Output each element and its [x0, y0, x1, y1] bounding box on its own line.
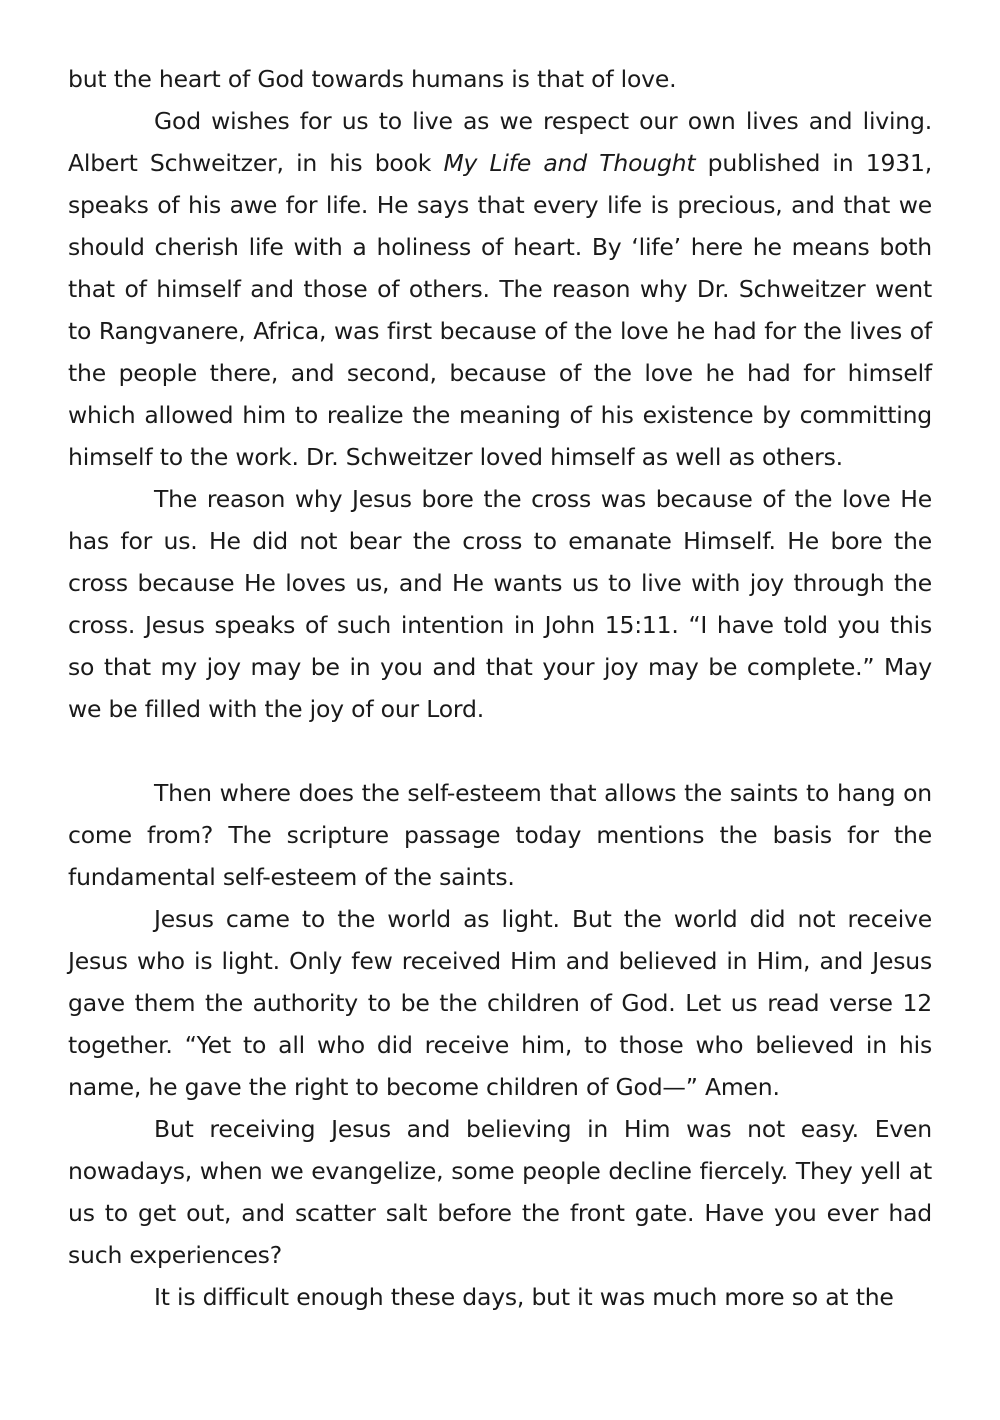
- paragraph-schweitzer-text-before: God wishes for us to live as we respect our own lives and living. Albert Schweitzer, in his book: [68, 107, 932, 177]
- paragraph-schweitzer-text-after: published in 1931, speaks of his awe for life. He says that every life is precious, and that we should cherish life with a holiness of heart. By ‘life’ here he means both that of himself and those of others. The reason why Dr. Schweitzer went to Rangvanere, Africa, was first because of the love he had for the lives of the people there, and second, because of the love he had for himself which allowed him to realize the meaning of his existence by committing himself to the work. Dr. Schweitzer loved himself as well as others.: [68, 149, 933, 471]
- paragraph-schweitzer: [68, 100, 932, 478]
- paragraph-spacer: [68, 730, 932, 772]
- paragraph-difficult: It is difficult enough these days, but it was much more so at the: [154, 1283, 894, 1311]
- paragraph-love-continuation: but the heart of God towards humans is that of love.: [68, 65, 677, 93]
- paragraph-evangelize: But receiving Jesus and believing in Him was not easy. Even nowadays, when we evangelize, some people decline fiercely. They yell at us to get out, and scatter salt before the front gate. Have you ever had such experiences?: [68, 1115, 932, 1269]
- paragraph-jesus-cross: The reason why Jesus bore the cross was because of the love He has for us. He did not bear the cross to emanate Himself. He bore the cross because He loves us, and He wants us to live with joy through the cross. Jesus speaks of such intention in John 15:11. “I have told you this so that my joy may be in you and that your joy may be complete.” May we be filled with the joy of our Lord.: [68, 485, 932, 723]
- document-page: [68, 58, 932, 1318]
- paragraph-jesus-light: Jesus came to the world as light. But the world did not receive Jesus who is light. Only few received Him and believed in Him, and Jesus gave them the authority to be the children of God. Let us read verse 12 together. “Yet to all who did receive him, to those who believed in his name, he gave the right to become children of God—” Amen.: [68, 905, 932, 1101]
- paragraph-self-esteem: Then where does the self-esteem that allows the saints to hang on come from? The scripture passage today mentions the basis for the fundamental self-esteem of the saints.: [68, 779, 932, 891]
- book-title: My Life and Thought: [443, 149, 696, 177]
